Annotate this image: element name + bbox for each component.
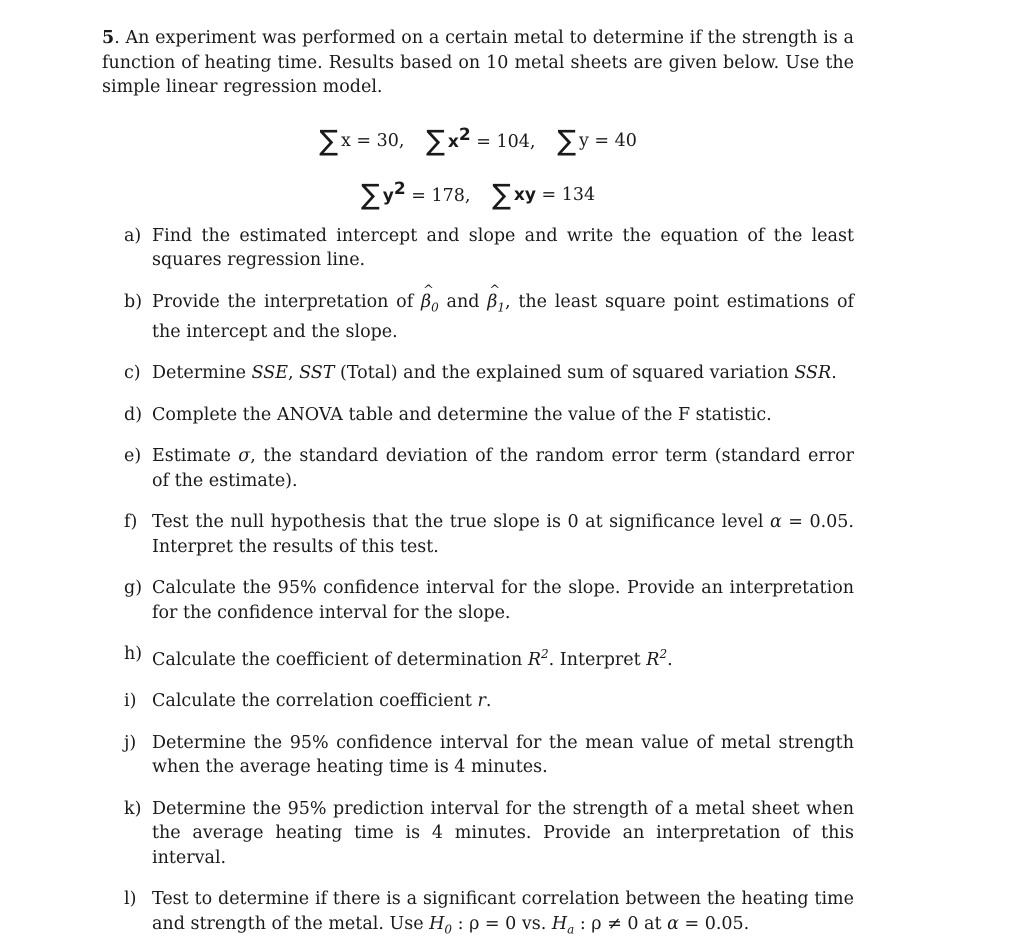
question-item-l [102, 887, 854, 942]
alt-hypothesis: : ρ ≠ 0 at [574, 913, 668, 934]
question-label: g) [124, 578, 143, 598]
question-text: Calculate the 95% confidence interval for the slope. Provide an interpretation for the confidence interval for the slope. [152, 578, 854, 623]
question-label: c) [124, 363, 141, 383]
r-symbol: r [477, 691, 486, 712]
question-label: k) [124, 798, 142, 819]
question-text: Determine the 95% confidence interval for the mean value of metal strength when the average heating time is 4 minutes. [152, 732, 854, 778]
question-text-pre: Provide the interpretation of [152, 291, 421, 312]
sigma-icon: ∑ [492, 178, 511, 212]
question-item-k [102, 797, 854, 871]
problem-number: 5 [102, 28, 115, 48]
question-text-mid: . Interpret [548, 649, 647, 670]
ha-symbol: $H_a$ [551, 913, 575, 937]
question-label: i) [124, 691, 137, 712]
sum-x2-var: x [447, 131, 459, 152]
question-text-pre: Calculate the correlation coefficient [152, 691, 478, 712]
question-text-pre: Determine [152, 363, 252, 383]
question-label: h) [124, 644, 143, 664]
sum-x2-exp: 2 [458, 124, 471, 145]
question-label: e) [124, 446, 142, 466]
question-item-b [102, 290, 854, 345]
sigma-symbol: σ [238, 446, 251, 466]
question-text-post: . [667, 649, 673, 670]
question-item-g [102, 576, 854, 625]
problem-intro-text: . An experiment was performed on a certain metal to determine if the strength is a function of heating time. Results based on 10 metal sheets are given below. Use the simple linear regression model. [102, 28, 854, 97]
sum-x: x = 30, [340, 131, 405, 152]
question-label: l) [124, 889, 137, 910]
sigma-icon: ∑ [557, 124, 576, 158]
sst-symbol: SST [299, 363, 335, 383]
question-item-h [102, 642, 854, 672]
question-text-pre: Test to determine if there is a significant correlation between the heating time and strength of the metal. Use [152, 889, 854, 934]
r-squared-symbol-2: $R^2$ [646, 647, 668, 670]
sum-y2-term [361, 174, 471, 211]
question-text-pre: Test the null hypothesis that the true slope is 0 at significance level [152, 512, 770, 532]
question-item-a [102, 224, 854, 273]
sum-x2-term [426, 120, 535, 157]
question-text-pre: Estimate [152, 446, 239, 466]
sigma-icon: ∑ [319, 124, 338, 158]
sum-y2-var: y [382, 185, 394, 206]
question-text-post: . [831, 363, 837, 383]
sse-symbol: SSE [251, 363, 288, 383]
question-item-e [102, 444, 854, 493]
sigma-icon: ∑ [426, 124, 445, 158]
sum-y-term [557, 126, 637, 156]
sum-x-term [319, 126, 404, 156]
sum-xy-value: = 134 [535, 185, 596, 206]
question-text: Find the estimated intercept and slope and write the equation of the least squares regression line. [152, 225, 854, 270]
sum-xy-term [492, 180, 595, 210]
question-label: a) [124, 225, 142, 246]
question-label: f) [124, 512, 138, 532]
summation-line-1 [102, 120, 854, 158]
question-item-d [102, 403, 854, 428]
h0-symbol: $H_0$ [429, 913, 453, 937]
sum-y: y = 40 [578, 131, 637, 152]
sum-xy-var: xy [513, 185, 536, 206]
problem-page [102, 26, 854, 942]
question-text-post: . [485, 691, 492, 712]
alpha-symbol: α [667, 913, 679, 934]
r-squared-symbol: $R^2$ [527, 647, 549, 670]
beta-0-symbol: ^ $\beta_0$ [421, 292, 439, 312]
question-text-post: , the standard deviation of the random error term (standard error of the estimate). [152, 446, 854, 491]
question-text-mid: (Total) and the explained sum of squared variation [334, 363, 795, 383]
question-item-f [102, 510, 854, 559]
summation-line-2 [102, 174, 854, 212]
question-label: j) [124, 732, 137, 753]
ssr-symbol: SSR [794, 363, 832, 383]
question-item-c [102, 361, 854, 386]
question-label: b) [124, 291, 143, 312]
question-label: d) [124, 404, 143, 425]
null-hypothesis: : ρ = 0 vs. [452, 913, 552, 934]
question-item-i [102, 689, 854, 714]
beta-1-symbol: ^ $\beta_1$ [487, 292, 505, 312]
question-text-sep: , [287, 363, 300, 383]
sum-x2-value: = 104, [470, 131, 536, 152]
sigma-icon: ∑ [360, 178, 380, 212]
sum-y2-value: = 178, [405, 185, 471, 206]
question-text-pre: Calculate the coefficient of determination [152, 649, 528, 670]
sum-y2-exp: 2 [393, 178, 406, 199]
question-text-post: = 0.05. [678, 913, 750, 934]
question-text-post: = 0.05. Interpret the results of this test. [152, 512, 854, 557]
question-text-post: , the least square point estimations of the intercept and the slope. [152, 291, 854, 342]
question-text-mid: and [438, 291, 488, 312]
question-list [102, 224, 854, 942]
question-text: Complete the ANOVA table and determine the value of the F statistic. [152, 404, 772, 425]
question-text: Determine the 95% prediction interval for the strength of a metal sheet when the average heating time is 4 minutes. Provide an interpretation of this interval. [152, 798, 854, 868]
problem-intro [102, 26, 854, 100]
alpha-symbol: α [769, 512, 782, 532]
summation-block [102, 120, 854, 212]
question-item-j [102, 731, 854, 780]
